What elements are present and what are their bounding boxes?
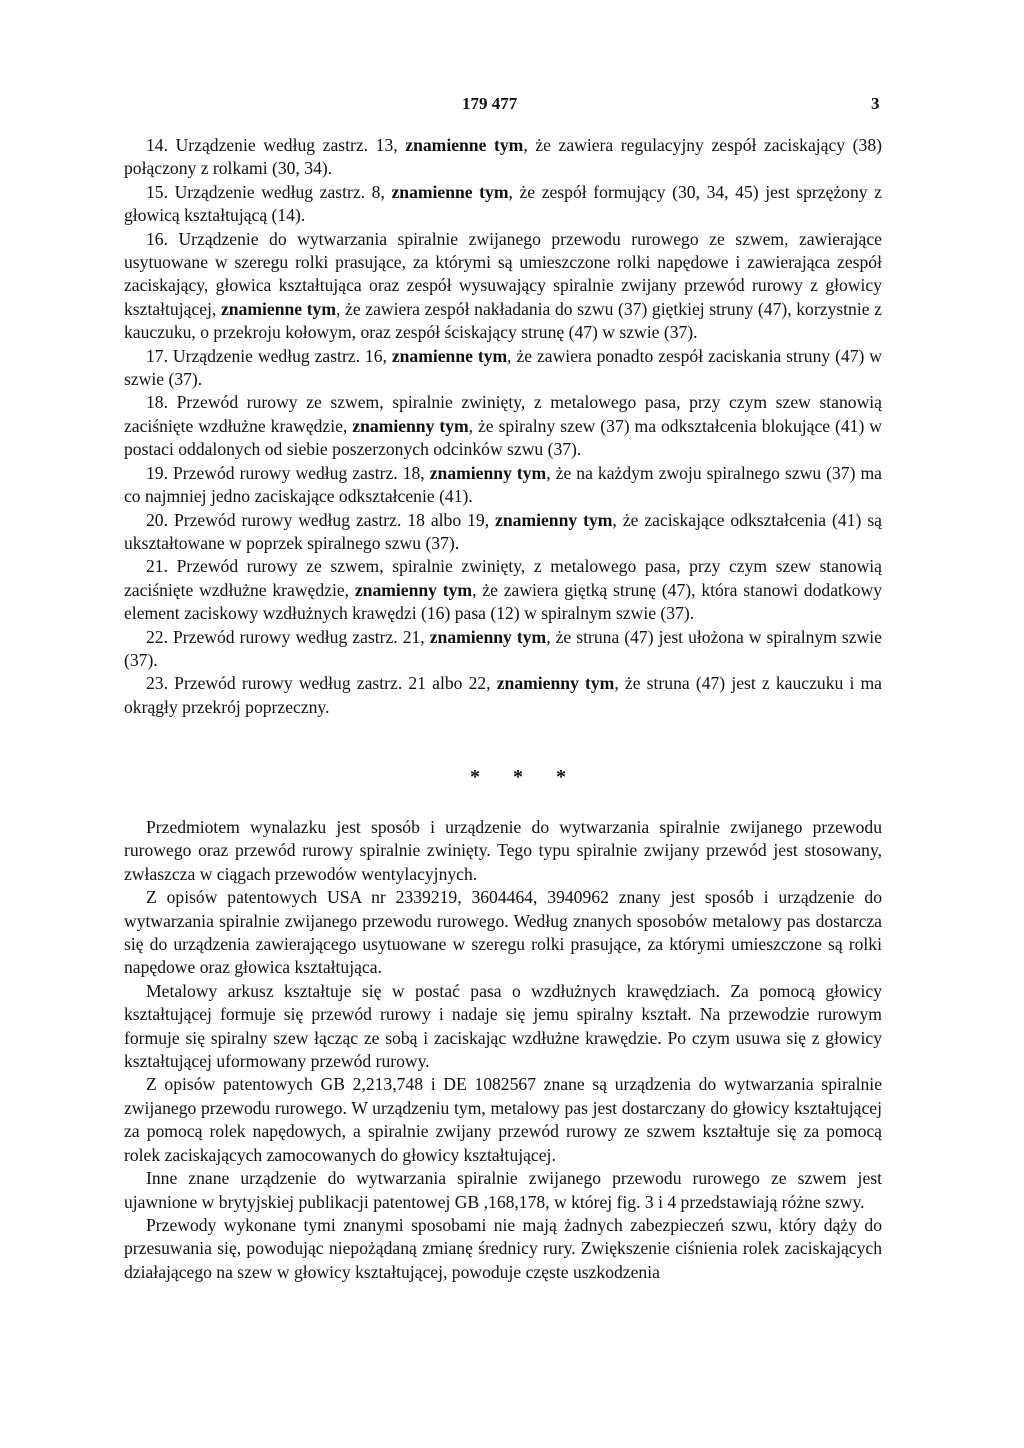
claim-text: 17. Urządzenie według zastrz. 16,	[146, 345, 392, 366]
claim-text: 14. Urządzenie według zastrz. 13,	[146, 135, 406, 155]
claim-15	[124, 181, 882, 228]
description-paragraph: Z opisów patentowych USA nr 2339219, 3604464, 3940962 znany jest sposób i urządzenie do wytwarzania spiralnie zwijanego przewodu rurowego. Według znanych sposobów metalowy pas dostarcza się do urządzenia zawierającego usytuowane w szeregu rolki prasujące, za którymi umieszczone są rolki napędowe oraz głowica kształtująca.	[124, 887, 882, 978]
description-section	[124, 816, 882, 1284]
claim-text: , że zawiera regulacyjny zespół zaciskający (38) połączony z rolkami (30, 34).	[124, 135, 882, 179]
claim-text: 20. Przewód rurowy według zastrz. 18 albo 19,	[146, 509, 496, 530]
claim-text: , że zespół formujący (30, 34, 45) jest sprzężony z głowicą kształtującą (14).	[124, 181, 882, 226]
description-paragraph: Inne znane urządzenie do wytwarzania spiralnie zwijanego przewodu rurowego ze szwem jest ujawnione w brytyjskiej publikacji patentowej GB ,168,178, w której fig. 3 i 4 przedstawiają różne szwy.	[124, 1168, 882, 1212]
claim-22	[124, 626, 882, 673]
claim-keyword: znamienny tym	[429, 626, 547, 647]
claim-text: , że zawiera giętką strunę (47), która stanowi dodatkowy element zaciskowy wzdłużnych krawędzi (16) pasa (12) w spiralnym szwie (37).	[124, 579, 882, 624]
claim-text: 19. Przewód rurowy według zastrz. 18,	[146, 462, 430, 483]
claims-section	[124, 134, 882, 719]
description-paragraph: Metalowy arkusz kształtuje się w postać pasa o wzdłużnych krawędziach. Za pomocą głowicy kształtującej formuje się przewód rurowy i nadaje się jemu spiralny kształt. Na przewodzie rurowym formuje się spiralny szew łącząc ze sobą i zaciskając wzdłużne krawędzie. Po czym usuwa się z głowicy kształtującej uformowany przewód rurowy.	[124, 980, 882, 1072]
claim-text: 15. Urządzenie według zastrz. 8,	[146, 181, 392, 202]
claim-keyword: znamienny tym	[352, 415, 469, 436]
claim-keyword: znamienny tym	[495, 509, 613, 530]
description-paragraph: Przedmiotem wynalazku jest sposób i urządzenie do wytwarzania spiralnie zwijanego przewodu rurowego oraz przewód rurowy spiralnie zwinięty. Tego typu spiralnie zwijany przewód jest stosowany, zwłaszcza w ciągach przewodów wentylacyjnych.	[124, 817, 882, 884]
description-paragraph: Przewody wykonane tymi znanymi sposobami nie mają żadnych zabezpieczeń szwu, który dąży do przesuwania się, powodując niepożądaną zmianę średnicy rury. Zwiększenie ciśnienia rolek zaciskających działającego na szew w głowicy kształtującej, powoduje częste uszkodzenia	[124, 1214, 882, 1282]
claim-23	[124, 672, 882, 719]
claim-text: , że zaciskające odkształcenia (41) są ukształtowane w poprzek spiralnego szwu (37).	[124, 509, 882, 553]
claim-text: , że na każdym zwoju spiralnego szwu (37) ma co najmniej jedno zaciskające odkształcenie (41).	[124, 462, 882, 507]
claim-21	[124, 555, 882, 625]
claim-text: 21. Przewód rurowy ze szwem, spiralnie zwinięty, z metalowego pasa, przy czym szew stanowią zaciśnięte wzdłużne krawędzie,	[124, 556, 882, 600]
claim-keyword: znamienne tym	[391, 181, 509, 202]
claim-keyword: znamienny tym	[354, 579, 473, 600]
claim-text: , że struna (47) jest z kauczuku i ma okrągły przekrój poprzeczny.	[124, 673, 882, 717]
claim-text: , że zawiera zespół nakładania do szwu (37) giętkiej struny (47), korzystnie z kauczuku, o przekroju kołowym, oraz zespół ściskający strunę (47) w szwie (37).	[124, 298, 882, 343]
patent-number: 179 477	[462, 94, 518, 113]
claim-text: , że zawiera ponadto zespół zaciskania struny (47) w szwie (37).	[124, 345, 882, 390]
claim-keyword: znamienne tym	[391, 345, 508, 366]
claim-14	[124, 134, 882, 181]
claim-text: 23. Przewód rurowy według zastrz. 21 albo 22,	[146, 673, 497, 694]
claim-text: , że struna (47) jest ułożona w spiralnym szwie (37).	[124, 626, 882, 670]
claim-keyword: znamienne tym	[405, 135, 524, 155]
description-paragraph: Z opisów patentowych GB 2,213,748 i DE 1082567 znane są urządzenia do wytwarzania spiralnie zwijanego przewodu rurowego. W urządzeniu tym, metalowy pas jest dostarczany do głowicy kształtującej za pomocą rolek napędowych, a spiralnie zwijany przewód rurowy ze szwem kształtuje się za pomocą rolek zaciskających zamocowanych do głowicy kształtującej.	[124, 1074, 882, 1165]
page-number: 3	[871, 94, 880, 113]
claim-keyword: znamienny tym	[429, 462, 547, 483]
claim-16	[124, 228, 882, 345]
claim-text: 18. Przewód rurowy ze szwem, spiralnie zwinięty, z metalowego pasa, przy czym szew stanowią zaciśnięte wzdłużne krawędzie,	[124, 392, 882, 436]
claim-20	[124, 509, 882, 556]
claim-17	[124, 345, 882, 392]
claim-keyword: znamienny tym	[496, 673, 615, 694]
claim-18	[124, 391, 882, 461]
claim-19	[124, 462, 882, 509]
claim-text: , że spiralny szew (37) ma odkształcenia blokujące (41) w postaci oddalonych od siebie poszerzonych odcinków szwu (37).	[124, 415, 882, 460]
claim-text: 22. Przewód rurowy według zastrz. 21,	[146, 626, 430, 647]
claim-text: 16. Urządzenie do wytwarzania spiralnie zwijanego przewodu rurowego ze szwem, zawierające usytuowane w szeregu rolki prasujące, za którymi są umieszczone rolki napędowe i zawierająca zespół zaciskający, głowica kształtująca oraz zespół wysuwający spiralnie zwijany przewód rurowy z głowicy kształtującej,	[124, 228, 882, 319]
claim-keyword: znamienne tym	[220, 298, 337, 319]
section-separator: * * *	[470, 766, 580, 788]
